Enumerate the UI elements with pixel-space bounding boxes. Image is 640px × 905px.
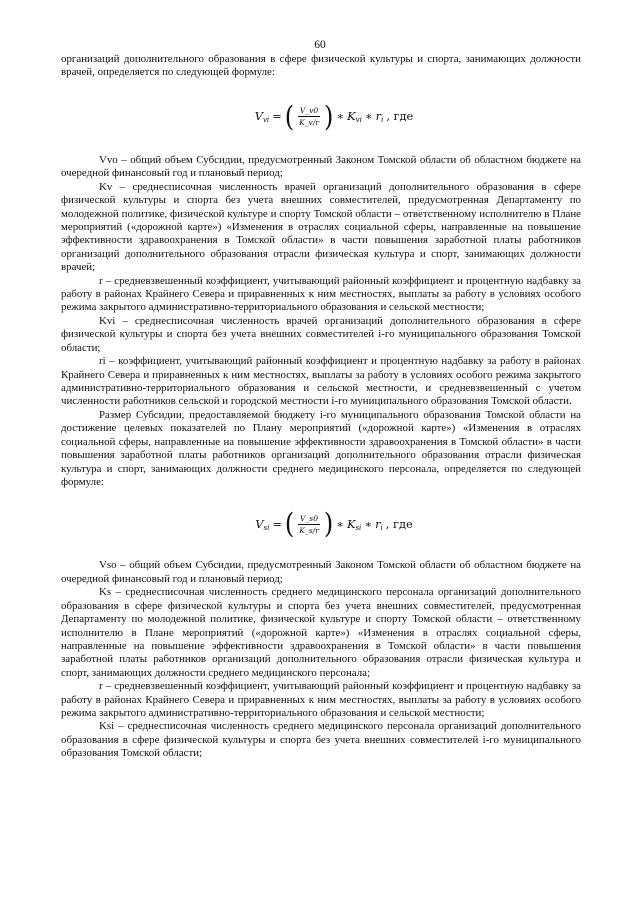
formula-operator: ∗ (336, 109, 345, 124)
paragraph: организаций дополнительного образования в сфере физической культуры и спорта, занимающих должности врачей, определяется по следующей формуле: (61, 53, 581, 79)
formula-symbol: $r_i$ (375, 516, 383, 532)
formula-si (61, 489, 581, 559)
formula-numerator: V_v0 (299, 106, 319, 116)
formula-denominator: K_v/r (299, 118, 320, 128)
formula-operator: ∗ (336, 516, 344, 531)
formula-paren: ( (284, 508, 295, 541)
paragraph: Ksi – среднесписочная численность среднего медицинского персонала организаций дополнительного образования в сфере физической культуры и спорта без учета внешних совместителей i-го муниципального образования Томской области; (61, 720, 581, 760)
page-number: 60 (314, 39, 326, 51)
formula-fraction (297, 106, 321, 127)
paragraph: Vvo – общий объем Субсидии, предусмотренный Законом Томской области об областном бюджете на очередной финансовый год и плановый период; (61, 153, 581, 180)
formula-fraction (297, 514, 321, 535)
formula-paren: ( (284, 100, 295, 133)
formula-vi (61, 80, 581, 154)
paragraph: Размер Субсидии, предоставляемой бюджету i-го муниципального образования Томской области на достижение целевых показателей по Плану мероприятий («дорожной карте») «Изменения в отраслях социальной сферы, направленные на повышение эффективности здравоохранения в Томской области» в части повышения заработной платы работников организаций дополнительного образования отрасли физическая культура и спорт, занимающих должности среднего медицинского персонала, определяется по следующей формуле: (61, 408, 581, 488)
formula-paren: ) (323, 508, 334, 541)
formula-paren: ) (324, 100, 334, 133)
paragraph: r – средневзвешенный коэффициент, учитывающий районный коэффициент и процентную надбавку за работу в районах Крайнего Севера и приравненных к ним местностях, выплаты за работу в условиях особого режима закрытого административно-территориального образования и сельской местности; (61, 680, 581, 720)
formula-operator: = (272, 516, 282, 531)
formula-tail: , где (386, 109, 414, 124)
paragraph: Ks – среднесписочная численность среднего медицинского персонала организаций дополнительного образования в сфере физической культуры и спорта без учета внешних совместителей, предусмотренная Департаменту по молодежной политике, физической культуре и спорту Томской области – ответственному исполнителю в Плане мероприятий («дорожной карте») «Изменения в отраслях социальной сферы, направленные на повышение эффективности здравоохранения в Томской области» в части повышения заработной платы работников организаций дополнительного образования отрасли физическая культура и спорт, занимающих должности среднего медицинского персонала; (61, 586, 581, 679)
paragraph: Kv – среднесписочная численность врачей организаций дополнительного образования в сфере физической культуры и спорта без учета внешних совместителей, предусмотренная Департаменту по молодежной политике, физической культуре и спорту Томской области – ответственному исполнителю в Плане мероприятий («дорожной карте») «Изменения в отраслях социальной сферы, направленные на повышение эффективности здравоохранения в Томской области» в части повышения заработной платы работников организаций дополнительного образования отрасли физическая культура и спорт, занимающих должности врачей; (61, 180, 581, 274)
formula-symbol: $K_{si}$ (346, 516, 362, 532)
paragraph: Vso – общий объем Субсидии, предусмотренный Законом Томской области об областном бюджете на очередной финансовый год и плановый период; (61, 559, 581, 585)
formula-symbol: $V_{si}$ (255, 516, 270, 532)
formula-symbol: $K_{vi}$ (347, 109, 362, 125)
formula-denominator: K_s/r (299, 525, 319, 535)
formula-symbol: $V_{vi}$ (254, 109, 270, 125)
formula-numerator: V_s0 (300, 513, 319, 523)
formula-symbol: $r_i$ (375, 109, 384, 125)
document-body (61, 53, 581, 761)
paragraph: r – средневзвешенный коэффициент, учитывающий районный коэффициент и процентную надбавку за работу в районах Крайнего Севера и приравненных к ним местностях, выплаты за работу в условиях особого режима закрытого административно-территориального образования и сельской местности; (61, 274, 581, 314)
formula-operator: ∗ (364, 109, 373, 124)
formula-operator: = (272, 109, 282, 124)
paragraph: ri – коэффициент, учитывающий районный коэффициент и процентную надбавку за работу в районах Крайнего Севера и приравненных к ним местностях, выплаты за работу в условиях особого режима закрытого административно-территориального образования и сельской местности, и средневзвешенный с учетом численности работников сельской и городской местности i-го муниципального образования Томской области. (61, 355, 581, 408)
formula-tail: , где (385, 516, 413, 531)
paragraph: Kvi – среднесписочная численность врачей организаций дополнительного образования в сфере физической культуры и спорта без учета внешних совместителей i-го муниципального образования Томской области; (61, 314, 581, 354)
formula-operator: ∗ (364, 516, 373, 531)
